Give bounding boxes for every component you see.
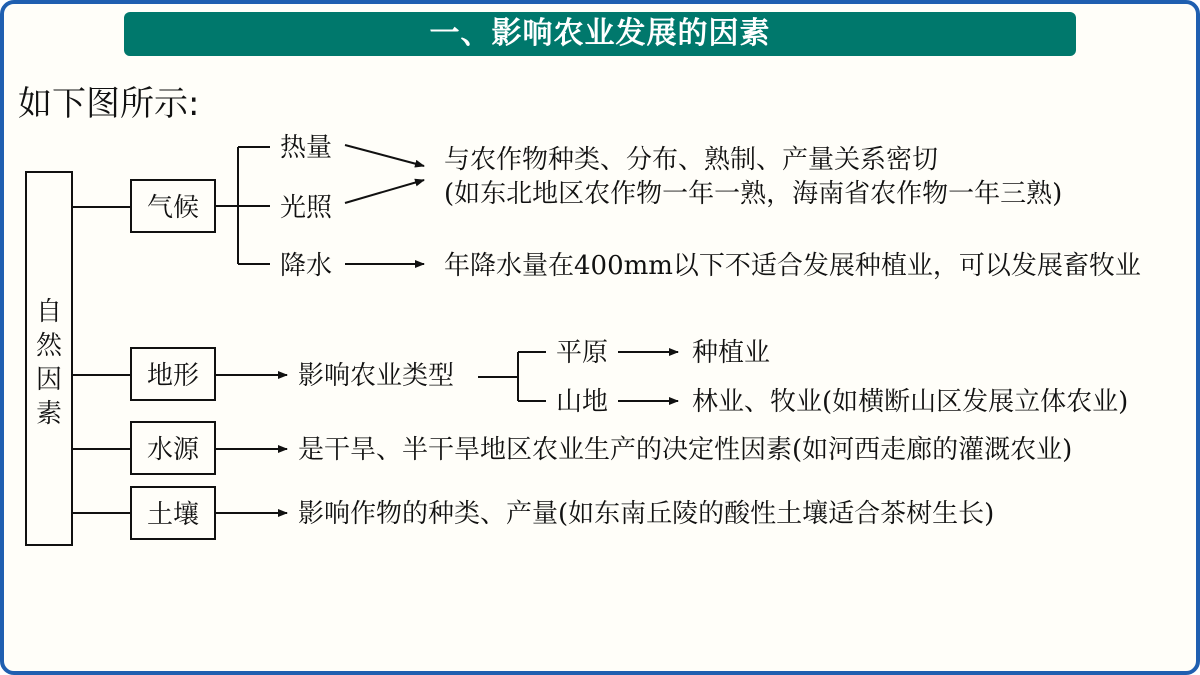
light-arrow: [345, 180, 424, 203]
root-char-3: 因: [35, 365, 63, 395]
plain-result: 种植业: [692, 338, 771, 368]
intro-text: 如下图所示:: [18, 84, 200, 124]
root-char-2: 然: [35, 331, 63, 361]
heat-label: 热量: [280, 133, 333, 163]
section-title: 一、影响农业发展的因素: [124, 12, 1076, 56]
rain-desc: 年降水量在400mm以下不适合发展种植业，可以发展畜牧业: [444, 251, 1141, 281]
climate-label: 气候: [146, 193, 200, 223]
water-label: 水源: [146, 435, 200, 465]
mountain-label: 山地: [556, 387, 609, 417]
terrain-label: 地形: [146, 361, 200, 391]
climate-desc-1: 与农作物种类、分布、熟制、产量关系密切: [444, 145, 939, 175]
heat-arrow: [345, 145, 424, 166]
rain-label: 降水: [280, 251, 333, 281]
plain-label: 平原: [556, 338, 609, 368]
water-desc: 是干旱、半干旱地区农业生产的决定性因素(如河西走廊的灌溉农业): [298, 435, 1073, 465]
root-char-4: 素: [35, 399, 63, 429]
terrain-desc: 影响农业类型: [298, 361, 455, 391]
root-char-1: 自: [35, 297, 63, 327]
light-label: 光照: [280, 193, 333, 223]
soil-label: 土壤: [146, 500, 200, 530]
climate-desc-2: (如东北地区农作物一年一熟，海南省农作物一年三熟): [444, 179, 1063, 209]
mountain-result: 林业、牧业(如横断山区发展立体农业): [692, 387, 1129, 417]
soil-desc: 影响作物的种类、产量(如东南丘陵的酸性土壤适合茶树生长): [298, 499, 995, 529]
